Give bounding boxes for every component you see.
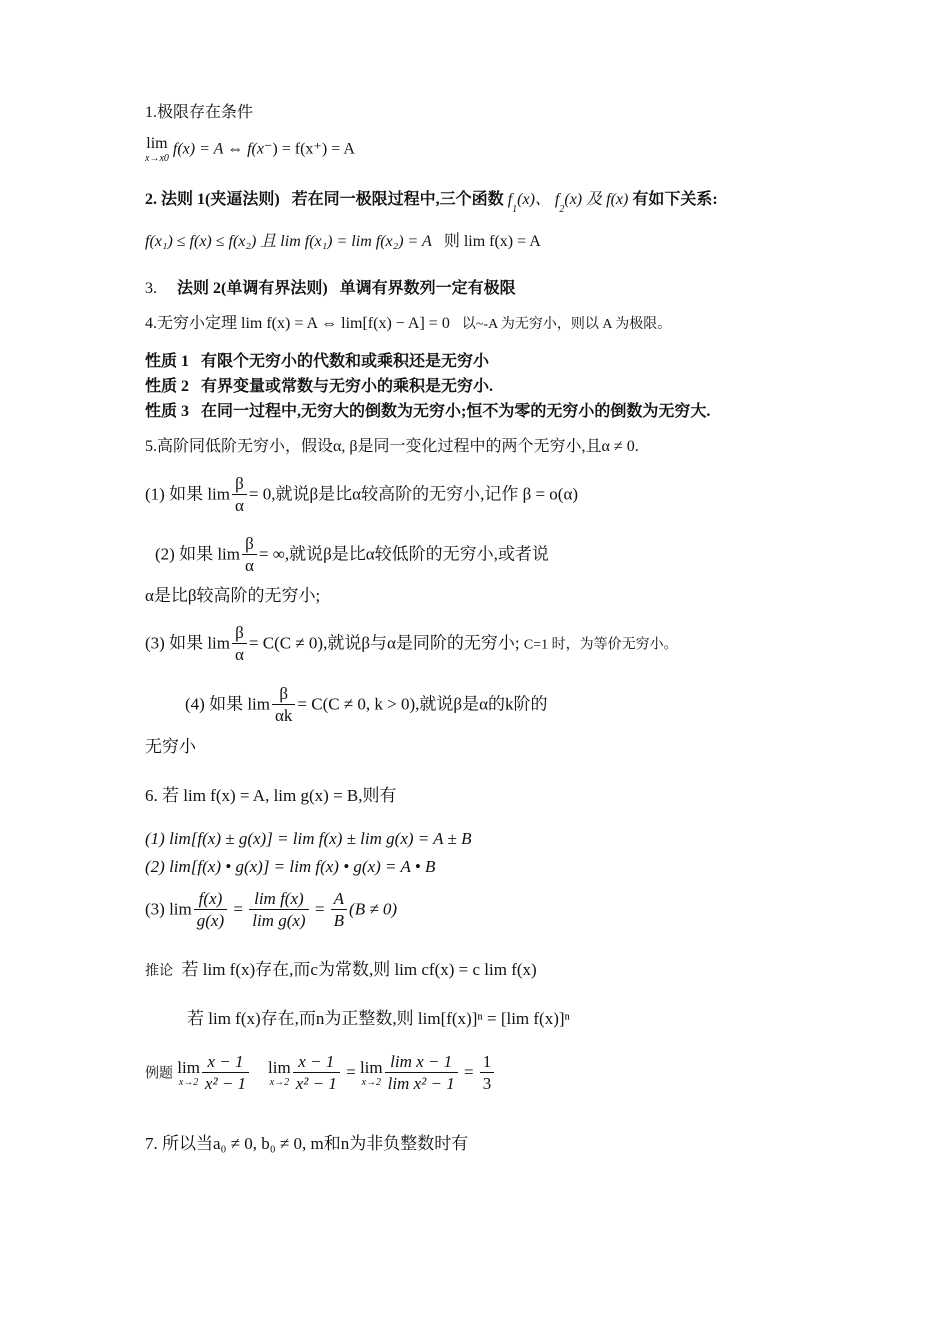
lim-sub: x→x0 [145,153,169,164]
c2-num: β [242,534,257,555]
ex-label: 例题 [145,1066,173,1082]
s1-formula: lim x→x0 f(x) = A ⇔ f(x⁻) = f(x⁺) = A [145,135,355,164]
s6-r2: (2) lim[f(x) • g(x)] = lim f(x) • g(x) = A • B [145,857,436,876]
s6-intro: 6. 若 lim f(x) = A, lim g(x) = B,则有 [145,786,397,805]
s5-case2 [155,534,549,577]
ex-num2: x − 1 [293,1052,340,1073]
s5-case1 [145,474,578,517]
s2-tail: 有如下关系: [632,191,718,208]
c2-den: α [245,556,254,575]
c3-den: α [235,645,244,664]
s5-case2c: α是比β较高阶的无穷小; [145,586,321,605]
cor-1 [145,960,537,982]
s1-title: 1.极限存在条件 [145,104,254,121]
r3-num1: f(x) [194,889,227,910]
ex-den2: x² − 1 [295,1074,337,1093]
c4a: (4) 如果 lim [185,694,270,714]
c4-den: αk [275,706,293,725]
s2-label: 2. 法则 1(夹逼法则) [145,191,280,208]
c3note: C=1 时，为等价无穷小。 [523,637,678,653]
c1-num: β [232,474,247,495]
ex-lim1: lim [177,1057,200,1077]
c4-num: β [272,684,295,705]
s4-text: 4.无穷小定理 lim f(x) = A ⇔ lim[f(x) − A] = 0 [145,315,450,332]
c2b: = ∞,就说β是比α较低阶的无穷小,或者说 [258,544,549,564]
prop-1 [145,352,489,372]
s3-rule: 法则 2(单调有界法则) [177,280,328,297]
s2-ineq-text: f(x₁) ≤ f(x) ≤ f(x₂) 且 lim f(x₁) = lim f(x₂) = A [145,233,432,250]
prop-1-label: 性质 1 [145,353,190,370]
c1-den: α [235,496,244,515]
c1a: (1) 如果 lim [145,484,230,504]
cor-label: 推论 [145,964,173,979]
ex-limnum: lim x − 1 [385,1052,458,1073]
c3a: (3) 如果 lim [145,633,230,653]
r3-den3: B [333,911,345,930]
ex-res-den: 3 [482,1074,492,1093]
cor-t1: 若 lim f(x)存在,而c为常数,则 lim cf(x) = c lim f(x) [181,960,537,979]
ex-sub1: x→2 [178,1076,199,1088]
s5-title: 5.高阶同低阶无穷小，假设α, β是同一变化过程中的两个无穷小,且α ≠ 0. [145,438,639,455]
r3-num2: lim f(x) [249,889,308,910]
s5-case4c: 无穷小 [145,737,196,756]
cond-a: f(x) = A ⇔ f(x [172,140,264,158]
s5-case4 [185,684,547,727]
prop-2 [145,377,493,397]
c3-num: β [232,623,247,644]
s3-label: 3. [145,280,157,297]
s4-note: 以~-A 为无穷小，则以 A 为极限。 [461,317,672,332]
r3b: (B ≠ 0) [349,899,398,919]
r3a: (3) lim [145,899,192,919]
s3-line [145,279,516,299]
prop-2-text: 有界变量或常数与无穷小的乘积是无穷小. [201,378,494,395]
prop-3-label: 性质 3 [145,403,190,420]
c3b: = C(C ≠ 0),就说β与α是同阶的无穷小; [248,633,520,653]
example: 例题 lim x→2 $\frac{x - 1}{\text{x² − 1}}$ lim x→2 $\frac{x - 1}{\text{x² − 1}}$ = lim x→2 $\frac{\text{lim x − 1}}{\text{lim x² − 1}}$ = $\frac{1}{3}$ [145,1052,496,1095]
cond-b: ⁻) = f(x [263,140,314,158]
ex-sub2: x→2 [269,1076,290,1088]
prop-1-text: 有限个无穷小的代数和或乘积还是无穷小 [201,353,490,370]
ex-sub3: x→2 [361,1076,381,1088]
r3-num3: A [331,889,347,910]
ex-limden: lim x² − 1 [387,1074,455,1093]
s7-text: 7. 所以当a₀ ≠ 0, b₀ ≠ 0, m和n为非负整数时有 [145,1134,469,1153]
s2-then: 则 lim f(x) = A [443,233,541,250]
prop-3-text: 在同一过程中,无穷大的倒数为无穷小;恒不为零的无穷小的倒数为无穷大. [201,403,711,420]
prop-2-label: 性质 2 [145,378,190,395]
ex-den1: x² − 1 [204,1074,247,1093]
cor-2: 若 lim f(x)存在,而n为正整数,则 lim[f(x)]ⁿ = [lim f(x)]ⁿ [187,1009,570,1028]
c2a: (2) 如果 lim [155,544,240,564]
s4-line [145,314,671,335]
r3-den2: lim g(x) [252,911,306,930]
s2-line: 2. 法则 1(夹逼法则) 若在同一极限过程中,三个函数 $f_1(x)$、 $f_2(x)$ 及 f(x) 有如下关系: [145,191,718,215]
ex-num1: x − 1 [202,1052,249,1073]
r3-den1: g(x) [196,911,225,930]
cond-c: ⁺) = A [313,140,355,158]
s6-r3: (3) lim $\frac{f(x)}{g(x)}$ = $\frac{\text{lim f(x)}}{\text{lim g(x)}}$ = $\frac{A}{B}$ (B ≠ 0) [145,889,398,930]
ex-lim2: lim [268,1057,291,1077]
s5-case3 [145,623,678,666]
s2-ineq [145,232,541,252]
s2-text: 若在同一极限过程中,三个函数 [291,191,504,208]
c1b: = 0,就说β是比α较高阶的无穷小,记作 β = o(α) [248,484,579,504]
ex-res-num: 1 [480,1052,495,1073]
s3-text: 单调有界数列一定有极限 [339,280,516,297]
c4b: = C(C ≠ 0, k > 0),就说β是α的k阶的 [297,694,548,714]
ex-lim3: lim [359,1057,383,1077]
prop-3 [145,402,710,422]
s6-r1: (1) lim[f(x) ± g(x)] = lim f(x) ± lim g(x) = A ± B [145,829,472,848]
